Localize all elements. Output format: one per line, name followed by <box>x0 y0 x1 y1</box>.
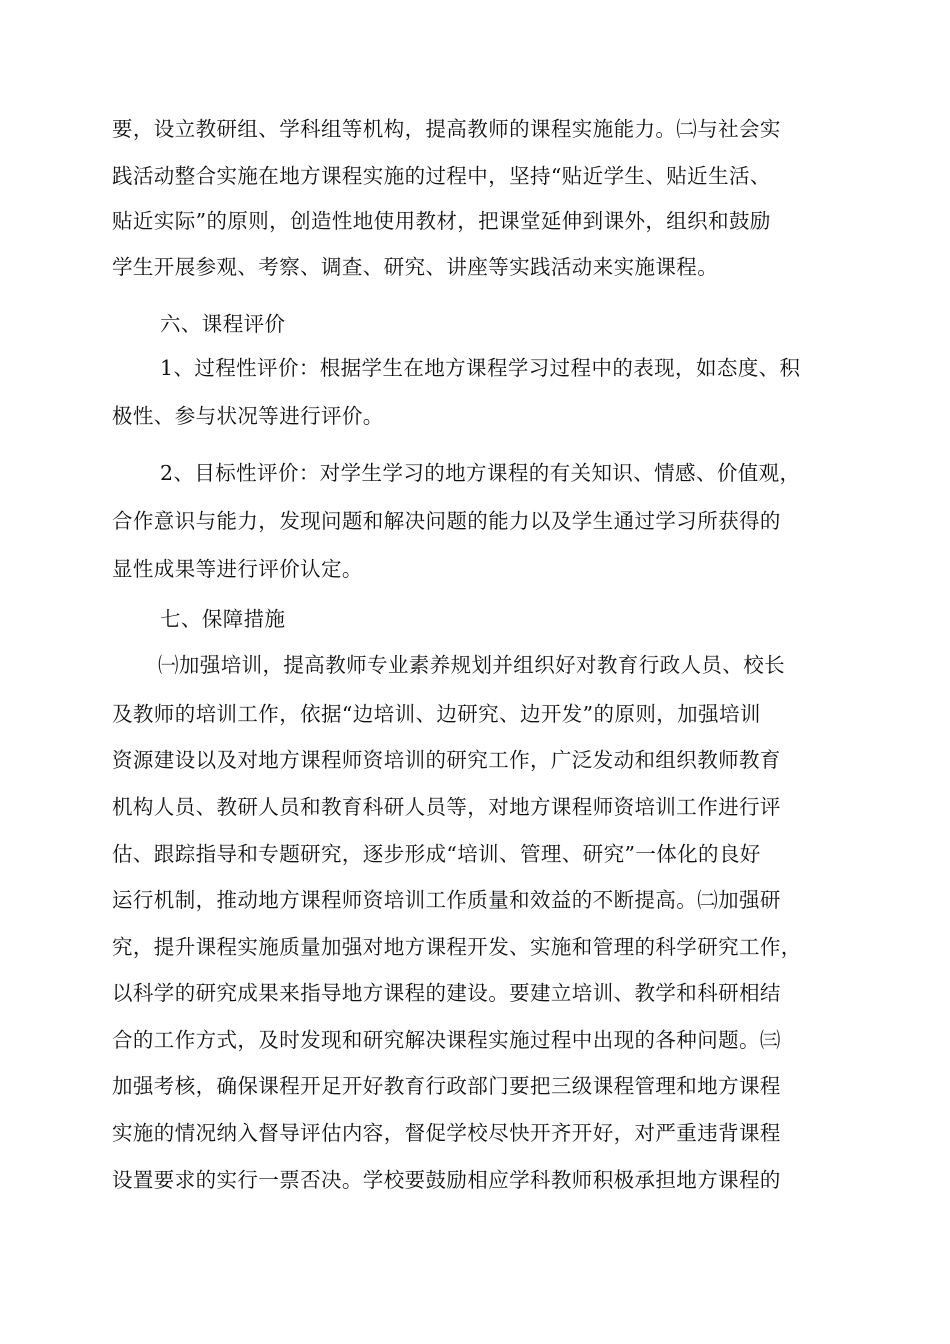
paragraph-line: 运行机制，推动地方课程师资培训工作质量和效益的不断提高。㈡加强研 <box>112 888 781 912</box>
paragraph-line: 2、目标性评价：对学生学习的地方课程的有关知识、情感、价值观， <box>160 461 801 485</box>
section-heading-safeguards: 七、保障措施 <box>160 607 286 631</box>
paragraph-line: 要，设立教研组、学科组等机构，提高教师的课程实施能力。㈡与社会实 <box>112 117 781 141</box>
paragraph-line: 加强考核，确保课程开足开好教育行政部门要把三级课程管理和地方课程 <box>112 1074 781 1098</box>
paragraph-line: 及教师的培训工作，依据“边培训、边研究、边开发”的原则，加强培训 <box>112 702 761 726</box>
paragraph-line: 显性成果等进行评价认定。 <box>112 557 363 581</box>
paragraph-line: 1、过程性评价：根据学生在地方课程学习过程中的表现，如态度、积 <box>160 356 801 380</box>
paragraph-line: 设置要求的实行一票否决。学校要鼓励相应学科教师积极承担地方课程的 <box>112 1168 781 1192</box>
section-heading-evaluation: 六、课程评价 <box>160 312 286 336</box>
paragraph-line: 极性、参与状况等进行评价。 <box>112 404 384 428</box>
paragraph-line: 究，提升课程实施质量加强对地方课程开发、实施和管理的科学研究工作， <box>112 935 802 959</box>
paragraph-line: 贴近实际”的原则，创造性地使用教材，把课堂延伸到课外，组织和鼓励 <box>112 209 771 233</box>
paragraph-line: 以科学的研究成果来指导地方课程的建设。要建立培训、教学和科研相结 <box>112 981 781 1005</box>
paragraph-line: 实施的情况纳入督导评估内容，督促学校尽快开齐开好，对严重违背课程 <box>112 1121 781 1145</box>
paragraph-line: 践活动整合实施在地方课程实施的过程中，坚持“贴近学生、贴近生活、 <box>112 164 771 188</box>
paragraph-line: 估、跟踪指导和专题研究，逐步形成“培训、管理、研究”一体化的良好 <box>112 842 761 866</box>
paragraph-line: 机构人员、教研人员和教育科研人员等，对地方课程师资培训工作进行评 <box>112 795 781 819</box>
paragraph-line: 资源建设以及对地方课程师资培训的研究工作，广泛发动和组织教师教育 <box>112 748 781 772</box>
paragraph-line: 学生开展参观、考察、调查、研究、讲座等实践活动来实施课程。 <box>112 255 719 279</box>
paragraph-line: 合的工作方式，及时发现和研究解决课程实施过程中出现的各种问题。㈢ <box>112 1028 781 1052</box>
paragraph-line: 合作意识与能力，发现问题和解决问题的能力以及学生通过学习所获得的 <box>112 509 781 533</box>
paragraph-line: ㈠加强培训，提高教师专业素养规划并组织好对教育行政人员、校长 <box>158 653 785 677</box>
